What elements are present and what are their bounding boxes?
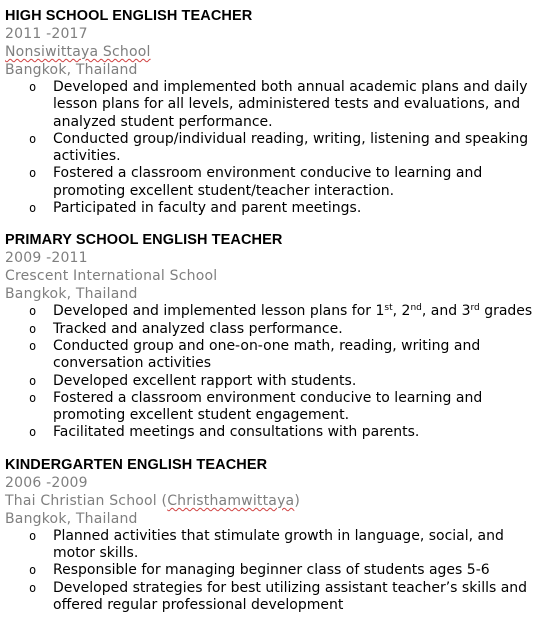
list-item: o Responsible for managing beginner class of students ages 5-6 xyxy=(53,562,541,579)
job-title: PRIMARY SCHOOL ENGLISH TEACHER xyxy=(5,232,283,249)
job-location: Bangkok, Thailand xyxy=(5,286,138,303)
job-title: HIGH SCHOOL ENGLISH TEACHER xyxy=(5,8,253,24)
responsibilities-list xyxy=(5,79,541,217)
school-name xyxy=(5,43,541,61)
ordinal-suffix: st xyxy=(384,303,393,314)
job-entry-high-school xyxy=(5,7,541,217)
list-item: o Facilitated meetings and consultations with parents. xyxy=(53,424,541,441)
job-entry-primary-school xyxy=(5,231,541,441)
responsibilities-list xyxy=(5,528,541,614)
job-location: Bangkok, Thailand xyxy=(5,510,138,527)
text-run: Developed and implemented lesson plans for 1 xyxy=(53,303,385,320)
text-run: Thai Christian School ( xyxy=(5,492,168,509)
school-name-text: Christhamwittaya xyxy=(167,492,295,509)
list-item xyxy=(53,303,541,320)
list-item: o Participated in faculty and parent meetings. xyxy=(53,200,541,217)
school-name-text: Nonsiwittaya School xyxy=(5,44,151,60)
school-name: Crescent International School xyxy=(5,268,218,285)
school-name xyxy=(5,492,541,510)
text-run: , 2 xyxy=(392,303,411,320)
job-dates: 2009 -2011 xyxy=(5,250,88,267)
job-dates: 2011 -2017 xyxy=(5,26,88,42)
job-dates: 2006 -2009 xyxy=(5,474,88,491)
list-item: o Developed strategies for best utilizing assistant teacher’s skills and offered regular professional development xyxy=(53,580,541,615)
list-item: o Planned activities that stimulate growth in language, social, and motor skills. xyxy=(53,528,541,563)
ordinal-suffix: nd xyxy=(410,303,422,314)
list-item: o Developed excellent rapport with students. xyxy=(53,373,541,390)
list-item: o Tracked and analyzed class performance. xyxy=(53,321,541,338)
text-run: grades xyxy=(479,303,533,320)
responsibilities-list xyxy=(5,303,541,441)
text-run: , and 3 xyxy=(421,303,471,320)
list-item: o Conducted group/individual reading, writing, listening and speaking activities. xyxy=(53,131,541,166)
job-entry-kindergarten xyxy=(5,456,541,614)
job-location: Bangkok, Thailand xyxy=(5,62,138,78)
job-title: KINDERGARTEN ENGLISH TEACHER xyxy=(5,456,268,473)
list-item: o Fostered a classroom environment conducive to learning and promoting excellent student/teacher interaction. xyxy=(53,165,541,200)
ordinal-suffix: rd xyxy=(470,303,480,314)
list-item: o Developed and implemented both annual academic plans and daily lesson plans for all levels, administered tests and evaluations, and analyzed student performance. xyxy=(53,79,541,131)
text-run: ) xyxy=(294,492,301,509)
list-item: o Conducted group and one-on-one math, reading, writing and conversation activities xyxy=(53,338,541,373)
list-item: o Fostered a classroom environment conducive to learning and promoting excellent student engagement. xyxy=(53,390,541,425)
